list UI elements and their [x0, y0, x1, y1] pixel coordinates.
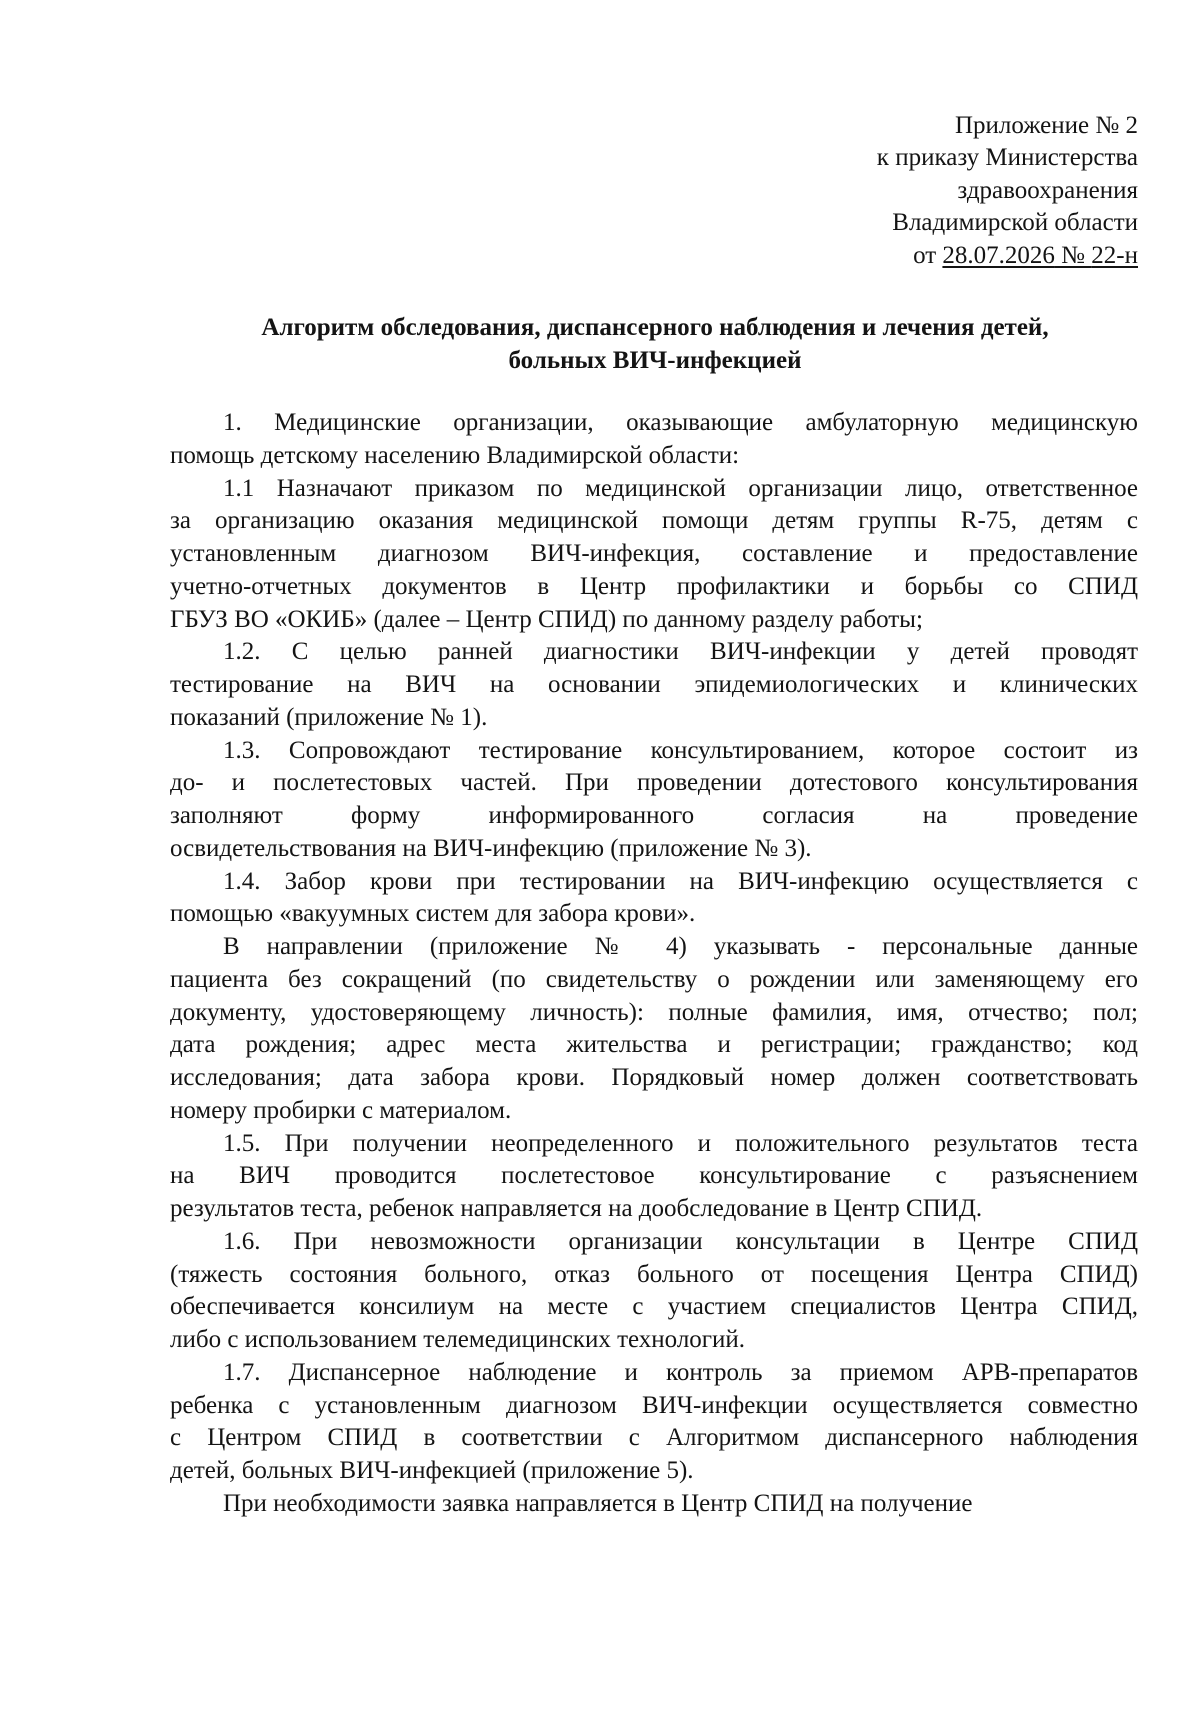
- paragraph-9-line-1: 1.7. Диспансерное наблюдение и контроль за приемом АРВ-препаратов: [223, 1358, 1138, 1386]
- paragraph-6-line-6: номеру пробирки с материалом.: [170, 1096, 512, 1124]
- paragraph-8-line-2: (тяжесть состояния больного, отказ больного от посещения Центра СПИД): [170, 1260, 1138, 1288]
- paragraph-6-line-2: пациента без сокращений (по свидетельству о рождении или заменяющему его: [170, 965, 1138, 993]
- paragraph-8-line-3: обеспечивается консилиум на месте с участием специалистов Центра СПИД,: [170, 1293, 1138, 1321]
- paragraph-8-line-4: либо с использованием телемедицинских технологий.: [170, 1326, 746, 1353]
- appendix-header: [618, 110, 1138, 272]
- document-title-line-2: больных ВИЧ-инфекцией: [508, 346, 802, 374]
- paragraph-6-line-1: В направлении (приложение № 4) указывать - персональные данные: [223, 933, 1138, 960]
- paragraph-8-line-1: 1.6. При невозможности организации консультации в Центре СПИД: [223, 1227, 1138, 1255]
- paragraph-2-line-1: 1.1 Назначают приказом по медицинской организации лицо, ответственное: [223, 474, 1138, 502]
- document-title-line-1: Алгоритм обследования, диспансерного наблюдения и лечения детей,: [261, 314, 1049, 341]
- paragraph-9-line-3: с Центром СПИД в соответствии с Алгоритмом диспансерного наблюдения: [170, 1424, 1138, 1452]
- paragraph-1-line-1: 1. Медицинские организации, оказывающие амбулаторную медицинскую: [223, 409, 1138, 436]
- paragraph-3-line-2: тестирование на ВИЧ на основании эпидемиологических и клинических: [170, 671, 1138, 698]
- paragraph-6-line-4: дата рождения; адрес места жительства и регистрации; гражданство; код: [170, 1031, 1138, 1059]
- paragraph-2-line-4: учетно-отчетных документов в Центр профилактики и борьбы со СПИД: [170, 572, 1138, 600]
- paragraph-2-line-2: за организацию оказания медицинской помощи детям группы R-75, детям с: [170, 507, 1138, 535]
- paragraph-4-line-4: освидетельствования на ВИЧ-инфекцию (приложение № 3).: [170, 834, 812, 862]
- paragraph-5-line-1: 1.4. Забор крови при тестировании на ВИЧ-инфекцию осуществляется с: [223, 867, 1138, 895]
- paragraph-10-line-1: При необходимости заявка направляется в Центр СПИД на получение: [223, 1489, 973, 1517]
- appendix-number-prefix: №: [1054, 241, 1092, 269]
- document-body: [170, 407, 1138, 1521]
- paragraph-4-line-3: заполняют форму информированного согласия на проведение: [170, 802, 1138, 829]
- paragraph-4-line-2: до- и послетестовых частей. При проведении дотестового консультирования: [170, 769, 1138, 797]
- paragraph-6-line-3: документу, удостоверяющему личность): полные фамилия, имя, отчество; пол;: [170, 998, 1138, 1026]
- appendix-date-line: [618, 240, 1138, 272]
- paragraph-2-line-5: ГБУЗ ВО «ОКИБ» (далее – Центр СПИД) по данному разделу работы;: [170, 605, 923, 633]
- paragraph-3-line-1: 1.2. С целью ранней диагностики ВИЧ-инфекции у детей проводят: [223, 638, 1138, 666]
- paragraph-2-line-3: установленным диагнозом ВИЧ-инфекция, составление и предоставление: [170, 540, 1138, 567]
- paragraph-7-line-1: 1.5. При получении неопределенного и положительного результатов теста: [223, 1129, 1138, 1157]
- paragraph-3-line-3: показаний (приложение № 1).: [170, 703, 488, 731]
- appendix-date: 28.07.2026: [942, 241, 1055, 269]
- paragraph-1-line-2: помощь детскому населению Владимирской области:: [170, 441, 740, 469]
- paragraph-6-line-5: исследования; дата забора крови. Порядковый номер должен соответствовать: [170, 1064, 1138, 1091]
- appendix-line-3: здравоохранения: [957, 176, 1138, 204]
- appendix-line-4: Владимирской области: [892, 209, 1138, 237]
- paragraph-7-line-2: на ВИЧ проводится послетестовое консультирование с разъяснением: [170, 1162, 1138, 1190]
- paragraph-5-line-2: помощью «вакуумных систем для забора крови».: [170, 900, 696, 928]
- appendix-number: 22-н: [1091, 241, 1138, 269]
- appendix-line-1: Приложение № 2: [954, 112, 1138, 139]
- document-title: [170, 312, 1140, 377]
- paragraph-9-line-2: ребенка с установленным диагнозом ВИЧ-инфекции осуществляется совместно: [170, 1391, 1138, 1419]
- paragraph-9-line-4: детей, больных ВИЧ-инфекцией (приложение 5).: [170, 1457, 694, 1484]
- paragraph-4-line-1: 1.3. Сопровождают тестирование консультированием, которое состоит из: [223, 736, 1138, 764]
- appendix-date-prefix: от: [913, 241, 943, 269]
- paragraph-7-line-3: результатов теста, ребенок направляется на дообследование в Центр СПИД.: [170, 1195, 983, 1222]
- appendix-line-2: к приказу Министерства: [876, 144, 1138, 172]
